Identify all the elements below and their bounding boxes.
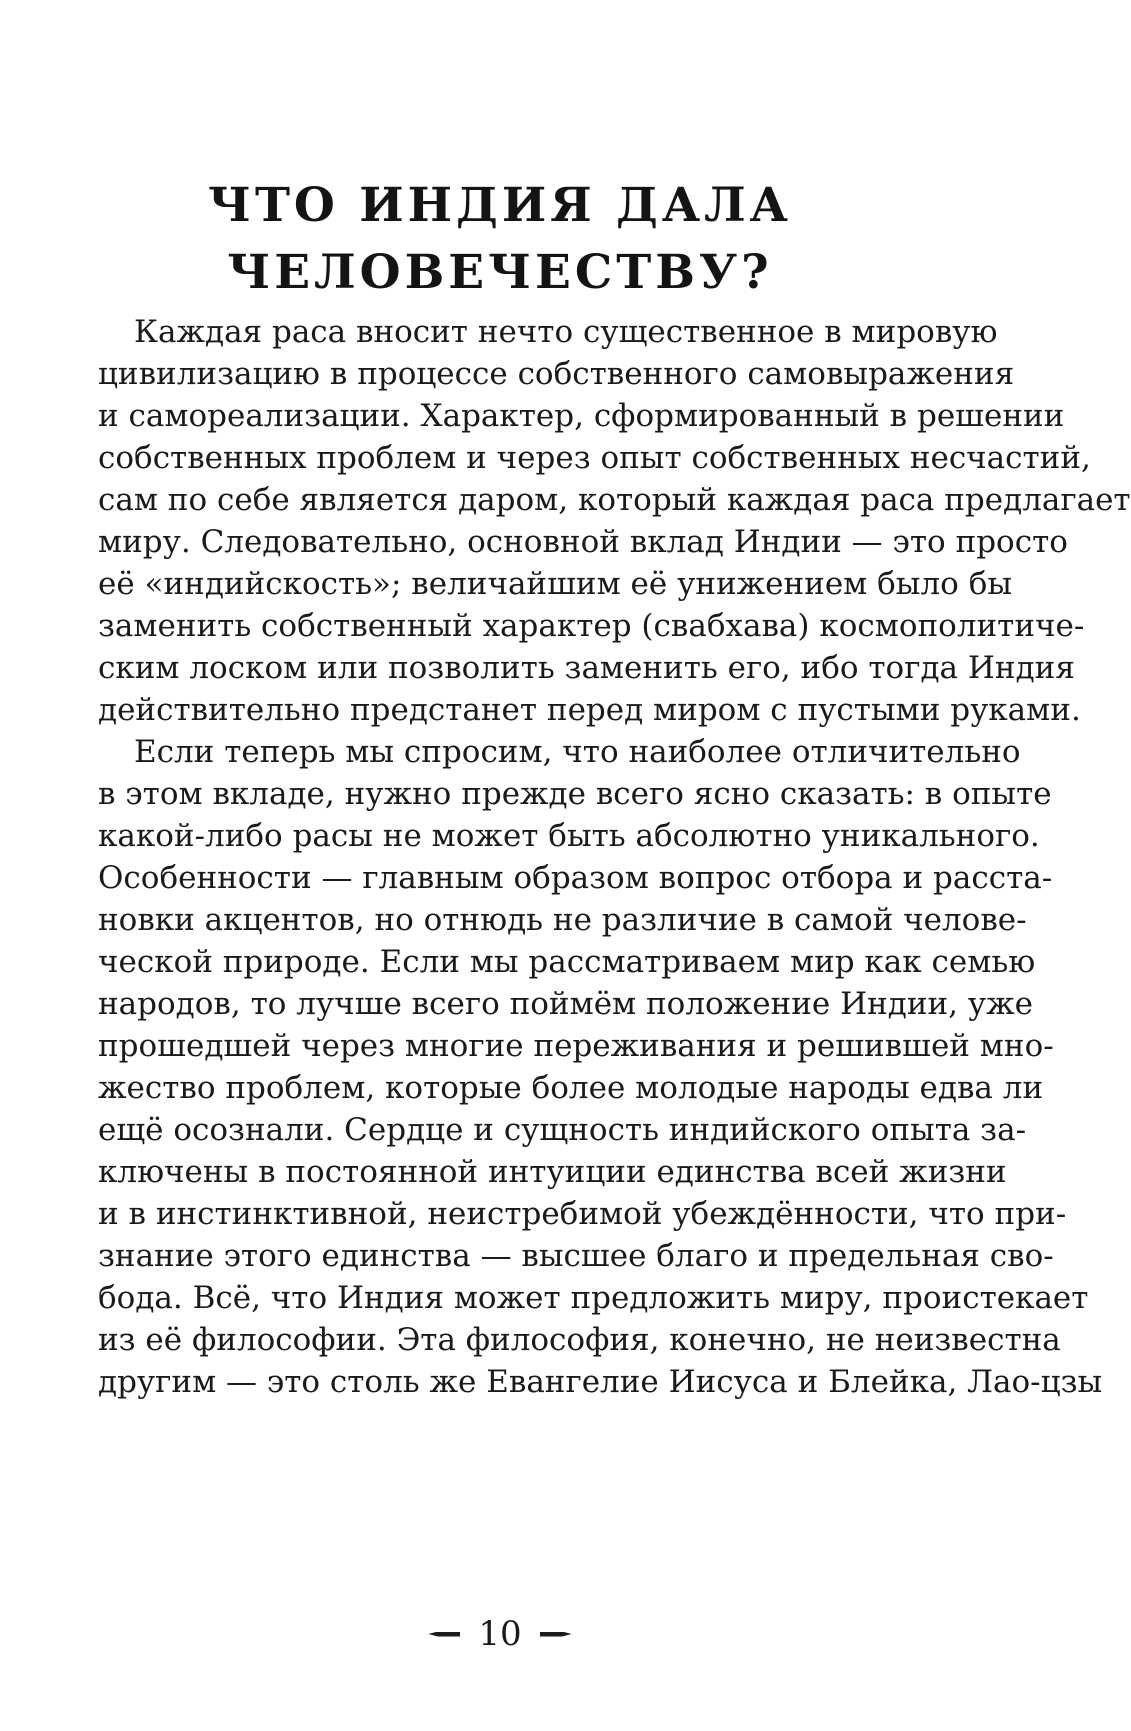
page-footer	[0, 1614, 1000, 1654]
text-line: её «индийскость»; величайшим её унижением было бы	[98, 566, 1013, 602]
text-line: знание этого единства — высшее благо и предельная сво-	[98, 1238, 1054, 1274]
text-line: в этом вкладе, нужно прежде всего ясно сказать: в опыте	[98, 776, 1052, 812]
text-line: и самореализации. Характер, сформированный в решении	[98, 398, 1065, 434]
text-line: действительно предстанет перед миром с пустыми руками.	[98, 692, 1081, 728]
text-line: собственных проблем и через опыт собственных несчастий,	[98, 440, 1091, 476]
text-line: прошедшей через многие переживания и решившей мно-	[98, 1028, 1054, 1064]
text-line: Каждая раса вносит нечто существенное в мировую	[134, 314, 998, 350]
text-line: сам по себе является даром, который каждая раса предлагает	[98, 482, 1131, 518]
right-ornament-icon	[540, 1632, 572, 1637]
chapter-title-line-2: ЧЕЛОВЕЧЕСТВУ?	[227, 245, 773, 300]
left-ornament-icon	[428, 1632, 460, 1637]
text-line: какой-либо расы не может быть абсолютно уникального.	[98, 818, 1040, 854]
text-line: ещё осознали. Сердце и сущность индийского опыта за-	[98, 1112, 1027, 1148]
text-line: Если теперь мы спросим, что наиболее отличительно	[134, 734, 1021, 770]
chapter-title-line-1: ЧТО ИНДИЯ ДАЛА	[208, 178, 792, 233]
text-line: и в инстинктивной, неистребимой убеждённости, что при-	[98, 1196, 1067, 1232]
text-line: жество проблем, которые более молодые народы едва ли	[98, 1070, 1044, 1106]
text-line: другим — это столь же Евангелие Иисуса и Блейка, Лао-цзы	[98, 1364, 1103, 1400]
text-line: народов, то лучше всего поймём положение Индии, уже	[98, 986, 1033, 1022]
text-line: ческой природе. Если мы рассматриваем мир как семью	[98, 944, 1036, 980]
text-line: из её философии. Эта философия, конечно, не неизвестна	[98, 1322, 1061, 1358]
text-line: бода. Всё, что Индия может предложить миру, проистекает	[98, 1280, 1089, 1316]
text-line: миру. Следовательно, основной вклад Индии — это просто	[98, 524, 1068, 560]
text-line: Особенности — главным образом вопрос отбора и расста-	[98, 860, 1053, 896]
text-line: цивилизацию в процессе собственного самовыражения	[98, 356, 1015, 392]
text-line: ключены в постоянной интуиции единства всей жизни	[98, 1154, 1007, 1190]
page-number: 10	[478, 1614, 522, 1654]
text-line: новки акцентов, но отнюдь не различие в самой челове-	[98, 902, 1027, 938]
text-line: ским лоском или позволить заменить его, ибо тогда Индия	[98, 650, 1075, 686]
text-line: заменить собственный характер (свабхава) космополитиче-	[98, 608, 1085, 644]
